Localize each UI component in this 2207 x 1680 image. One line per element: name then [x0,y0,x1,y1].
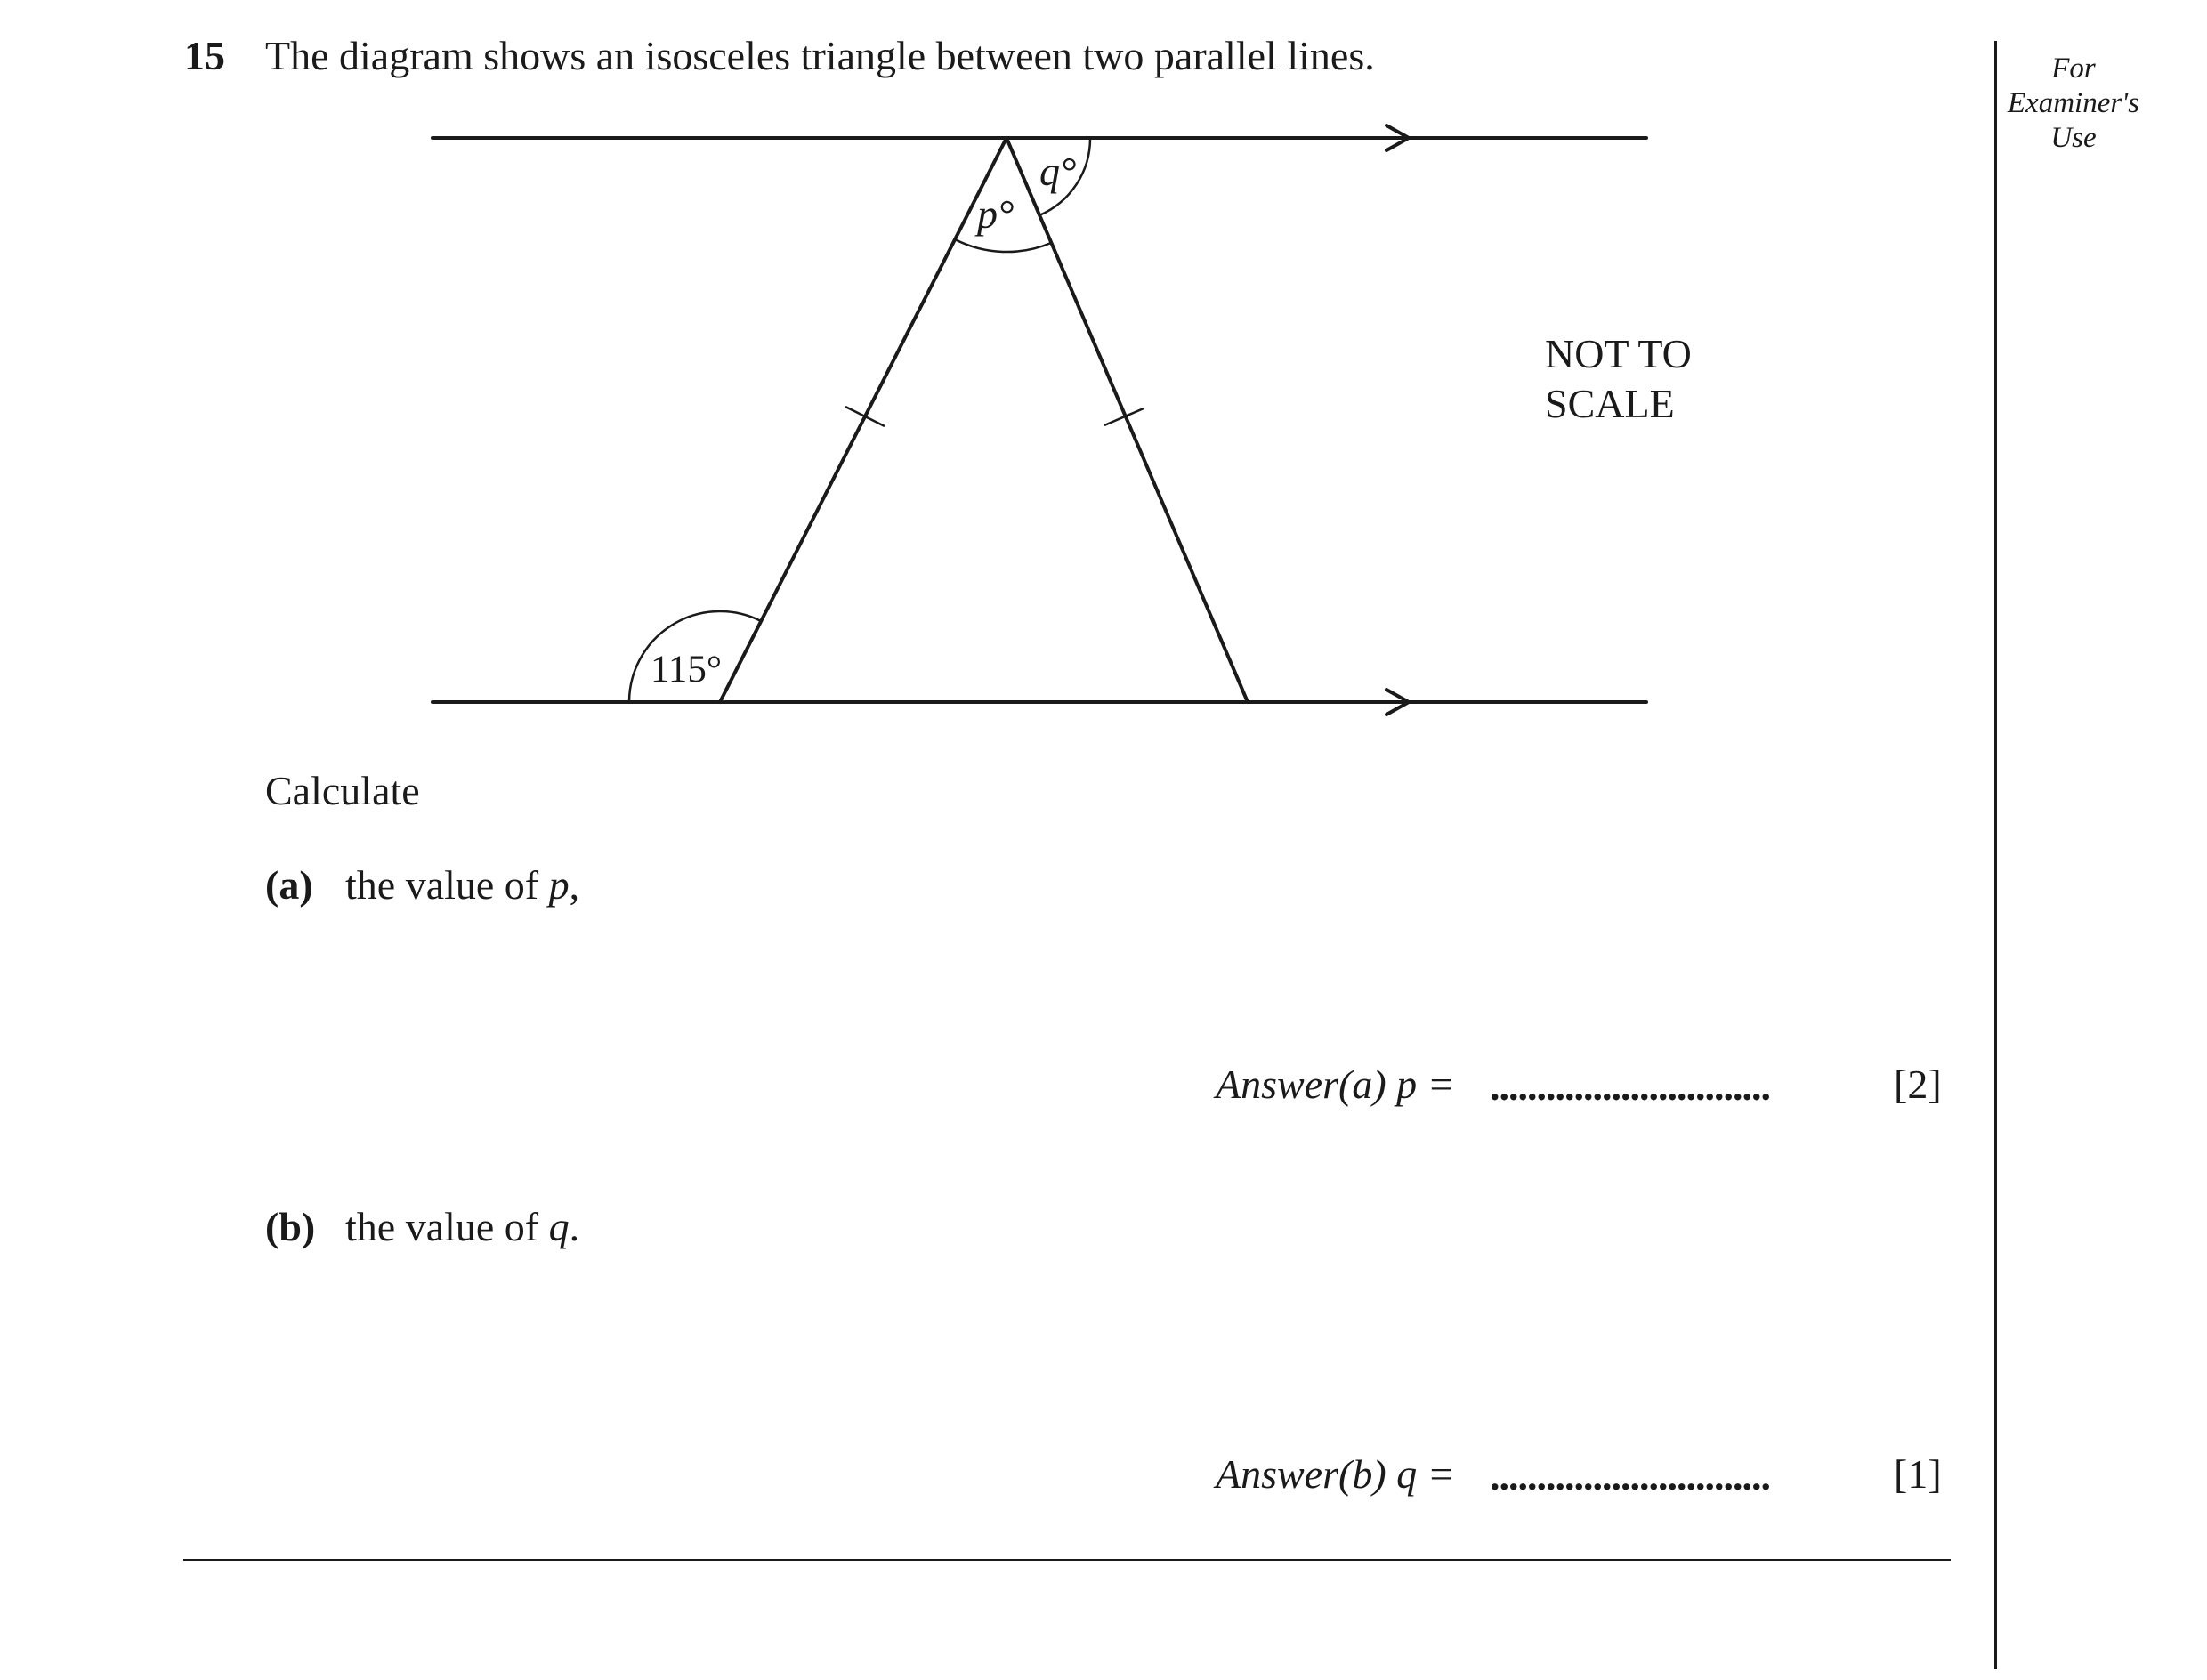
triangle-side-right [1006,138,1248,702]
not-to-scale-line-1: NOT TO [1545,331,1692,376]
question-end-rule [183,1559,1951,1561]
part-a-prompt [265,861,579,909]
part-a-text: the value of [345,862,539,908]
marks-a: [2] [1894,1062,1942,1107]
examiner-line-2: Examiner's [2007,87,2140,119]
question-stem: The diagram shows an isosceles triangle between two parallel lines. [265,33,1375,78]
part-b-punct: . [569,1204,580,1249]
question-number: 15 [184,33,225,78]
part-b-prompt [265,1203,579,1250]
not-to-scale-note [1545,329,1692,429]
answer-b-label [1216,1450,1455,1498]
examiner-line-3: Use [2050,122,2097,154]
equal-side-tick-left [845,407,885,426]
part-a-label: (a) [265,862,313,908]
answer-b-field[interactable]: .............................. [1490,1453,1770,1498]
instruction-calculate: Calculate [265,768,420,813]
marks-b: [1] [1894,1451,1942,1497]
angle-label-115: 115° [651,649,723,691]
answer-a-label-text: Answer(a) p = [1216,1062,1455,1107]
answer-a-label [1216,1061,1455,1108]
part-a-punct: , [569,862,580,908]
answer-b-label-text: Answer(b) q = [1216,1451,1455,1497]
part-b-variable: q [548,1204,570,1249]
answer-a-field[interactable]: .............................. [1490,1063,1770,1109]
angle-label-p: p° [977,191,1015,237]
part-b-label: (b) [265,1204,316,1249]
triangle-side-left [720,138,1006,702]
angle-label-q: q° [1039,149,1077,194]
not-to-scale-line-2: SCALE [1545,381,1675,426]
angle-arc-p [955,239,1051,252]
examiner-line-1: For [2051,52,2096,85]
part-b-text: the value of [345,1204,539,1249]
part-a-variable: p [548,862,570,908]
